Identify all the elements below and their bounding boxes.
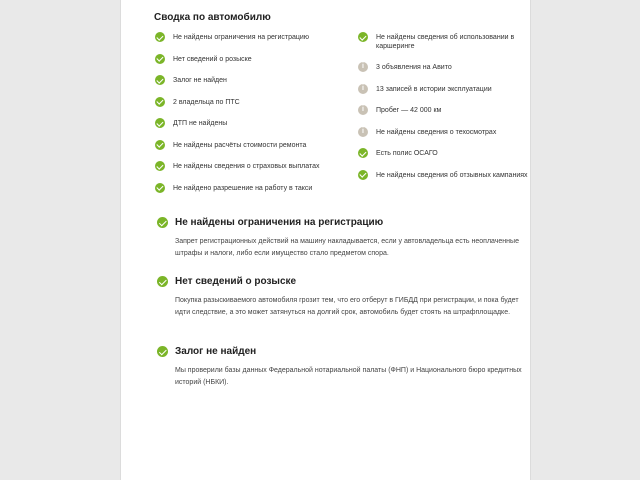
- summary-item: [358, 106, 530, 128]
- summary-item-label: Не найдено разрешение на работу в такси: [173, 184, 313, 192]
- check-circle-icon: [155, 54, 165, 64]
- summary-title: Сводка по автомобилю: [154, 12, 271, 23]
- info-circle-icon: [358, 84, 368, 94]
- check-circle-icon: [155, 183, 165, 193]
- section-wanted: [157, 276, 517, 318]
- check-circle-icon: [157, 276, 168, 287]
- summary-item-label: Есть полис ОСАГО: [376, 150, 438, 157]
- summary-item: [155, 76, 345, 98]
- section-header: [157, 276, 517, 287]
- section-body: Запрет регистрационных действий на машину накладывается, если у автовладельца есть неоплаченные штрафы и налоги, либо если имущество стало предметом спора.: [175, 238, 519, 257]
- check-circle-icon: [155, 32, 165, 42]
- check-circle-icon: [155, 140, 165, 150]
- section-header: [157, 217, 517, 228]
- report-page: [120, 0, 531, 480]
- check-circle-icon: [358, 148, 368, 158]
- summary-item: [155, 33, 345, 55]
- summary-item: [155, 141, 345, 163]
- summary-item: [155, 184, 345, 206]
- check-circle-icon: [155, 75, 165, 85]
- summary-item: [155, 162, 345, 184]
- summary-item-label: Залог не найден: [173, 77, 227, 84]
- section-title: Залог не найден: [175, 346, 257, 357]
- section-header: [157, 346, 517, 357]
- summary-item: [358, 63, 530, 85]
- section-body: Мы проверили базы данных Федеральной нотариальной палаты (ФНП) и Национального бюро кредитных историй (НБКИ).: [175, 367, 522, 386]
- check-circle-icon: [157, 346, 168, 357]
- info-circle-icon: [358, 105, 368, 115]
- summary-item: [358, 85, 530, 107]
- summary-left-column: [155, 33, 345, 205]
- summary-item-label: Не найдены сведения о страховых выплатах: [173, 163, 320, 170]
- section-registration: [157, 217, 517, 259]
- section-body: Покупка разыскиваемого автомобиля грозит тем, что его отберут в ГИБДД при регистрации, и пока будет идти следствие, а это может затянуться на долгий срок, автомобиль будет стоять на штрафплощадке.: [175, 297, 519, 316]
- summary-item: [358, 128, 530, 150]
- info-circle-icon: [358, 127, 368, 137]
- summary-item-label: Не найдены сведения о техосмотрах: [376, 128, 497, 136]
- summary-item: [155, 55, 345, 77]
- summary-item: [155, 119, 345, 141]
- check-circle-icon: [155, 118, 165, 128]
- section-pledge: [157, 346, 522, 388]
- summary-item-label: Пробег — 42 000 км: [376, 107, 442, 114]
- summary-item-label: 2 владельца по ПТС: [173, 98, 240, 106]
- summary-item-label: ДТП не найдены: [173, 120, 228, 127]
- check-circle-icon: [157, 217, 168, 228]
- info-circle-icon: [358, 62, 368, 72]
- summary-right-column: [358, 33, 530, 192]
- summary-item-label: Нет сведений о розыске: [173, 55, 252, 63]
- check-circle-icon: [358, 170, 368, 180]
- summary-item: [358, 33, 530, 63]
- summary-item-label: 13 записей в истории эксплуатации: [376, 85, 492, 93]
- summary-item-label: Не найдены сведения об отзывных кампаниях: [376, 171, 528, 179]
- section-title: Нет сведений о розыске: [175, 276, 297, 287]
- check-circle-icon: [155, 161, 165, 171]
- section-title: Не найдены ограничения на регистрацию: [175, 217, 384, 228]
- summary-item-label: 3 объявления на Авито: [376, 64, 452, 71]
- summary-item: [155, 98, 345, 120]
- summary-item-label: Не найдены сведения об использовании в каршеринге: [376, 34, 515, 50]
- summary-item: [358, 171, 530, 193]
- check-circle-icon: [358, 32, 368, 42]
- summary-item: [358, 149, 530, 171]
- summary-item-label: Не найдены расчёты стоимости ремонта: [173, 141, 307, 149]
- summary-item-label: Не найдены ограничения на регистрацию: [173, 34, 310, 41]
- check-circle-icon: [155, 97, 165, 107]
